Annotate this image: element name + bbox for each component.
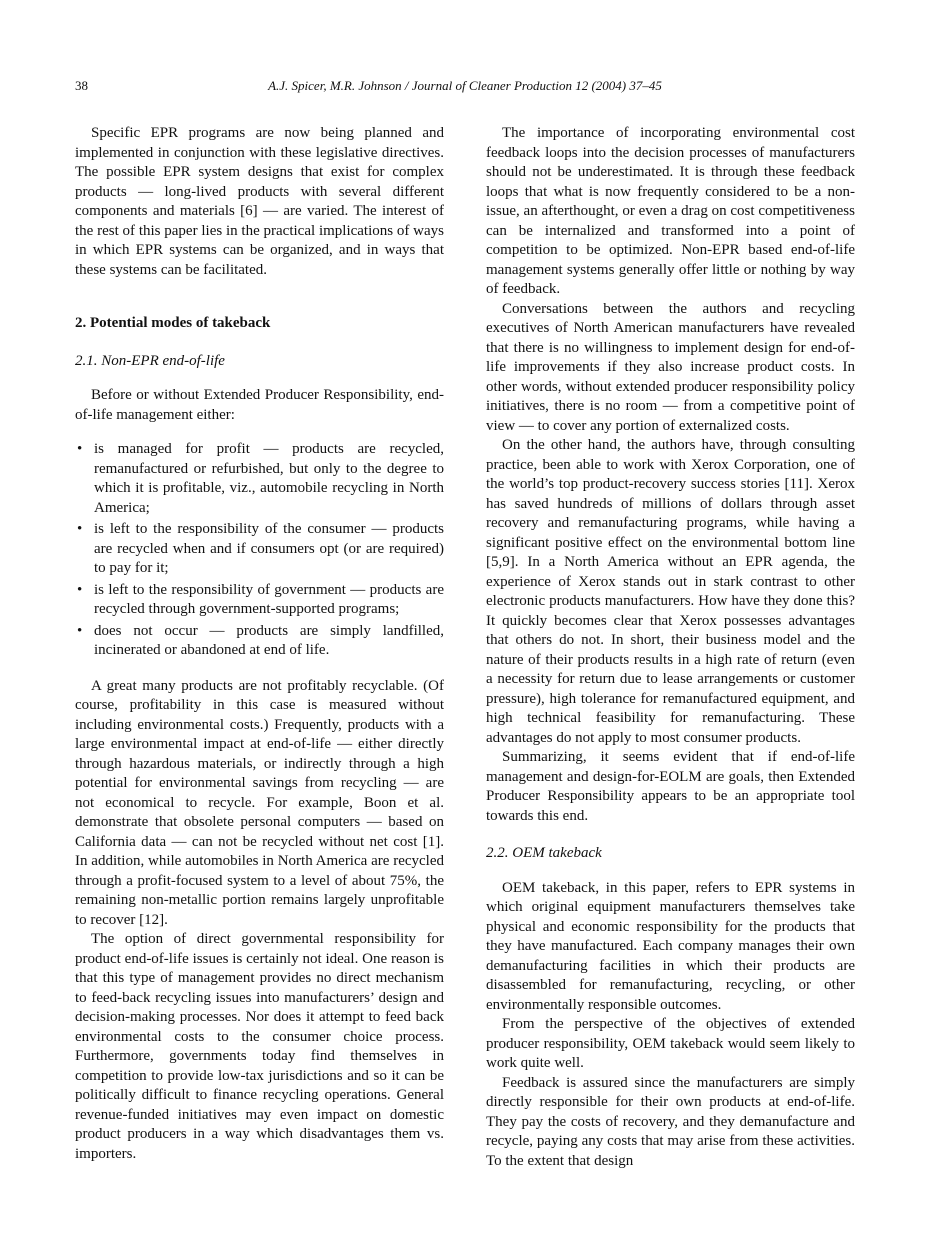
- two-column-body: [75, 124, 855, 1171]
- paragraph-xerox-case: On the other hand, the authors have, through consulting practice, been able to work with Xerox Corporation, one of the world’s top product-recovery success stories [11]. Xerox has saved hundreds of millions of dollars through asset recovery and remanufacturing programs, while having a significant positive effect on the environmental bottom line [5,9]. In a North America without an EPR agenda, the experience of Xerox stands out in stark contrast to other electronic products manufacturers. How have they done this? It quickly becomes clear that Xerox possesses advantages that others do not. In short, their business model and the nature of their products results in a high rate of return (even a necessity for return due to lease arrangements or customer pressure), high tolerance for remanufactured equipment, and high technical feasibility for remanufacturing. These advantages do not apply to most consumer products.: [486, 437, 855, 746]
- paragraph-feedback-assured: Feedback is assured since the manufacturers are simply directly responsible for their own products at end-of-life. They pay the costs of recovery, and they demanufacture and recycle, paying any costs that may arise from these activities. To the extent that design: [486, 1074, 855, 1169]
- right-column: [486, 124, 855, 1171]
- paragraph-direct-governmental-responsibility: The option of direct governmental responsibility for product end-of-life issues is certainly not ideal. One reason is that this type of management provides no direct mechanism to feed-back recycling issues into manufacturers’ design and decision-making processes. Nor does it attempt to feed back environmental costs to the consumer choice process. Furthermore, governments today find themselves in competition to provide low-tax jurisdictions and so it can be politically difficult to finance recycling operations. General revenue-funded initiatives may even impact on domestic product producers in a way which disadvantages them vs. importers.: [75, 931, 444, 1162]
- section-heading-potential-modes: 2. Potential modes of takeback: [75, 315, 271, 331]
- paragraph-not-profitably-recyclable: A great many products are not profitably recyclable. (Of course, profitability in this case is measured without including environmental costs.) Frequently, products with a large environmental impact at end-of-life — either directly through hazardous materials, or indirectly through a high potential for environmental savings from recycling — are not economical to recycle. For example, Boon et al. demonstrate that obsolete personal computers — based on California data — can not be recycled without net cost [1]. In addition, while automobiles in North America are recycled through a profit-focused system to a level of about 75%, the remaining non-metallic portion remains largely unprofitable to recover [12].: [75, 677, 444, 928]
- paragraph-perspective-objectives: From the perspective of the objectives of extended producer responsibility, OEM takeback would seem likely to work quite well.: [486, 1016, 855, 1071]
- paragraph-oem-takeback-definition: OEM takeback, in this paper, refers to EPR systems in which original equipment manufacturers themselves take physical and economic responsibility for the products that they have manufactured. Each company manages their own demanufacturing facilities in which their products are disassembled for remanufacturing, recycling, or other environmentally responsible outcomes.: [486, 879, 855, 1013]
- left-column: [75, 124, 444, 1171]
- paragraph-conversations-authors: Conversations between the authors and recycling executives of North American manufacturers have revealed that there is no willingness to implement design for end-of-life improvements if they also increase product costs. In other words, without extended producer responsibility policy initiatives, there is no room — from a competitive point of view — to cover any portion of externalized costs.: [486, 300, 855, 434]
- page-header: [75, 78, 855, 94]
- paragraph-epr-programs: Specific EPR programs are now being planned and implemented in conjunction with these legislative directives. The possible EPR system designs that exist for complex products — long-lived products with several different components and materials [6] — are varied. The interest of the rest of this paper lies in the practical implications of ways in which EPR systems can be organized, and in ways that these systems can be facilitated.: [75, 125, 444, 278]
- paragraph-feedback-loops: The importance of incorporating environmental cost feedback loops into the decision processes of manufacturers should not be underestimated. It is through these feedback loops that what is now frequently considered to be a non-issue, an afterthought, or even a drag on cost competitiveness can be internalized and transformed into a point of competition to be optimized. Non-EPR based end-of-life management systems generally offer little or nothing by way of feedback.: [486, 125, 855, 297]
- page-number: 38: [75, 78, 88, 93]
- bullet-item-managed-for-profit: • is managed for profit — products are recycled, remanufactured or refurbished, but only to the degree to which it is profitable, viz., automobile recycling in North America;: [75, 440, 444, 518]
- end-of-life-options-list: [75, 440, 444, 661]
- subsection-heading-oem-takeback: 2.2. OEM takeback: [486, 845, 602, 861]
- bullet-item-does-not-occur: • does not occur — products are simply landfilled, incinerated or abandoned at end of life.: [75, 622, 444, 661]
- bullet-item-government-responsibility: • is left to the responsibility of government — products are recycled through government-supported programs;: [75, 581, 444, 620]
- paragraph-summarizing: Summarizing, it seems evident that if end-of-life management and design-for-EOLM are goals, then Extended Producer Responsibility appears to be an appropriate tool towards this end.: [486, 749, 855, 824]
- bullet-item-consumer-responsibility: • is left to the responsibility of the consumer — products are recycled when and if consumers opt (or are required) to pay for it;: [75, 520, 444, 579]
- subsection-heading-non-epr: 2.1. Non-EPR end-of-life: [75, 352, 225, 369]
- paragraph-before-or-without: Before or without Extended Producer Responsibility, end-of-life management either:: [75, 387, 444, 423]
- journal-running-head: A.J. Spicer, M.R. Johnson / Journal of Cleaner Production 12 (2004) 37–45: [268, 78, 662, 93]
